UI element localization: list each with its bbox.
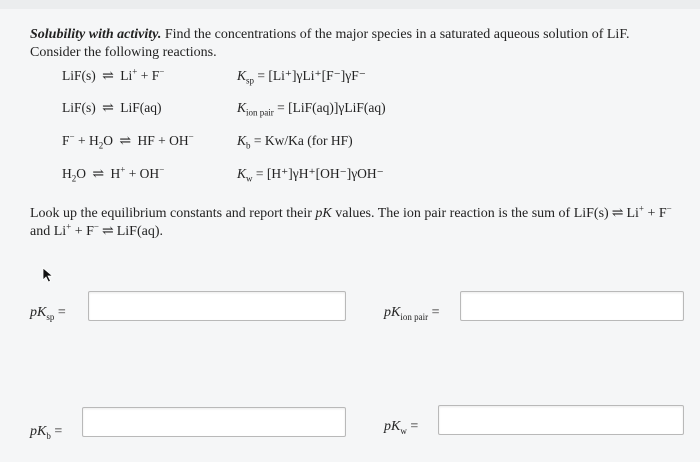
equilibrium-arrow-icon: ⇌: [102, 69, 114, 84]
pk-text: pK: [30, 424, 47, 439]
mouse-cursor-icon: [42, 267, 54, 283]
reaction-3-right: HF + OH: [137, 133, 189, 148]
instr-text: Li: [626, 206, 639, 221]
sub: b: [46, 430, 51, 441]
reaction-4-left-1: H: [62, 166, 72, 181]
ksp-rhs: = [Li⁺]γLi⁺[F⁻]γF⁻: [257, 68, 366, 83]
plus: +: [137, 68, 152, 83]
equals-sign: =: [431, 305, 440, 320]
sub: ion pair: [246, 107, 274, 118]
question-text: Find the concentrations of the major species in a saturated aqueous solution of LiF. Consider the following reactions.: [30, 27, 630, 60]
sub: b: [246, 140, 251, 151]
reaction-4-right-1: H: [110, 166, 121, 181]
reaction-1-right-2: F: [151, 68, 160, 83]
k-symbol: K: [237, 100, 247, 115]
sup: +: [66, 221, 72, 232]
sub: ion pair: [400, 311, 429, 322]
reaction-2: [62, 100, 161, 116]
reaction-4: [62, 166, 164, 182]
k-symbol: K: [237, 133, 247, 148]
sup: −: [69, 131, 75, 142]
sup: −: [188, 131, 194, 142]
kw-rhs: = [H⁺]γH⁺[OH⁻]γOH⁻: [255, 166, 384, 181]
equals-sign: =: [57, 305, 66, 320]
instr-text: values. The ion pair reaction is the sum of LiF(s): [331, 206, 609, 221]
top-bar: [0, 0, 700, 9]
k-symbol: K: [237, 166, 247, 181]
instructions: [30, 205, 678, 241]
kw-expression: [237, 166, 384, 182]
k-symbol: K: [237, 68, 247, 83]
question-intro: [30, 26, 670, 62]
pk-text: pK: [384, 305, 401, 320]
kb-expression: [237, 133, 353, 149]
reaction-3: [62, 133, 194, 149]
sub: 2: [71, 173, 77, 184]
equilibrium-arrow-icon: ⇌: [92, 167, 105, 182]
kb-rhs: = Kw/Ka (for HF): [253, 133, 353, 148]
ksp-expression: [237, 68, 366, 84]
pkb-input[interactable]: [82, 407, 346, 437]
equilibrium-arrow-icon: ⇌: [611, 206, 624, 221]
reaction-4-right-2: + OH: [125, 166, 160, 181]
sup: +: [638, 203, 644, 214]
pkion-input[interactable]: [460, 291, 684, 321]
pkion-label: [384, 305, 440, 321]
reaction-1-right-1: Li: [120, 68, 133, 83]
reaction-3-left-1: F: [62, 133, 70, 148]
instr-text: LiF(aq).: [116, 224, 163, 239]
sup: −: [159, 66, 165, 77]
instr-text: + F: [643, 206, 667, 221]
sup: −: [666, 203, 672, 214]
kion-expression: [237, 100, 386, 116]
reaction-3-left-2: + H: [74, 133, 99, 148]
sup: −: [93, 221, 99, 232]
sup: −: [159, 164, 165, 175]
instr-text: + F: [71, 224, 94, 239]
reaction-1-left: LiF(s): [62, 68, 96, 83]
reaction-2-right: LiF(aq): [120, 100, 162, 115]
pkb-label: [30, 424, 62, 440]
kion-rhs: = [LiF(aq)]γLiF(aq): [277, 100, 386, 115]
reaction-1: [62, 68, 164, 84]
equilibrium-arrow-icon: ⇌: [119, 134, 132, 149]
question-panel: [0, 9, 700, 462]
instr-text: and Li: [30, 224, 67, 239]
pkw-label: [384, 419, 418, 435]
reaction-4-left-2: O: [76, 166, 86, 181]
instr-pk: pK: [315, 206, 332, 221]
reaction-2-left: LiF(s): [62, 100, 96, 115]
equals-sign: =: [54, 424, 63, 439]
question-lead: Solubility with activity.: [30, 27, 162, 42]
pksp-input[interactable]: [88, 291, 346, 321]
pk-text: pK: [384, 419, 401, 434]
sub: sp: [46, 311, 55, 322]
reaction-3-left-3: O: [103, 133, 113, 148]
sup: +: [120, 164, 126, 175]
pk-text: pK: [30, 305, 47, 320]
sub: w: [246, 173, 253, 184]
sub: sp: [246, 75, 255, 86]
sub: 2: [98, 140, 104, 151]
sup: +: [132, 66, 138, 77]
equilibrium-arrow-icon: ⇌: [102, 101, 114, 116]
equals-sign: =: [410, 419, 419, 434]
pksp-label: [30, 305, 66, 321]
sub: w: [400, 425, 407, 436]
pkw-input[interactable]: [438, 405, 684, 435]
equilibrium-arrow-icon: ⇌: [102, 224, 114, 239]
instr-text: Look up the equilibrium constants and report their: [30, 206, 316, 221]
